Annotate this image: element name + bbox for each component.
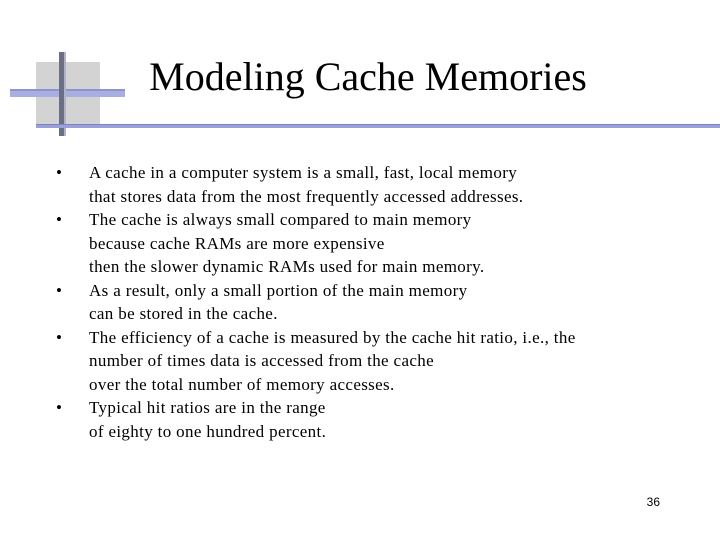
bullet-text-line: number of times data is accessed from the cache [89, 351, 434, 370]
slide-title: Modeling Cache Memories [149, 54, 587, 99]
bullet-marker: • [56, 210, 63, 229]
bullet-marker: • [56, 163, 63, 182]
bullet-text-line: because cache RAMs are more expensive [89, 233, 385, 253]
bullet-text-line: The cache is always small compared to main memory [89, 210, 472, 229]
bullet-item [56, 208, 676, 279]
bullet-item [56, 161, 676, 208]
bullet-list [56, 161, 676, 443]
bullet-item [56, 279, 676, 326]
bullet-text-line: that stores data from the most frequently accessed addresses. [89, 186, 524, 206]
bullet-text-line: can be stored in the cache. [89, 304, 278, 323]
bullet-text-line: over the total number of memory accesses. [89, 374, 395, 394]
bullet-marker: • [56, 280, 63, 300]
bullet-text-line: A cache in a computer system is a small, fast, local memory [89, 163, 518, 182]
bullet-item [56, 326, 676, 397]
bullet-text-line: of eighty to one hundred percent. [89, 421, 327, 441]
bullet-text-line: Typical hit ratios are in the range [89, 398, 326, 417]
bullet-text-line: As a result, only a small portion of the main memory [89, 280, 468, 300]
bullet-text-line: The efficiency of a cache is measured by the cache hit ratio, i.e., the [89, 327, 576, 347]
bullet-text-line: then the slower dynamic RAMs used for main memory. [89, 257, 485, 276]
bullet-marker: • [56, 327, 63, 347]
bullet-marker: • [56, 398, 63, 417]
bullet-item [56, 396, 676, 443]
title-underline [36, 125, 720, 128]
page-number: 36 [646, 495, 660, 509]
